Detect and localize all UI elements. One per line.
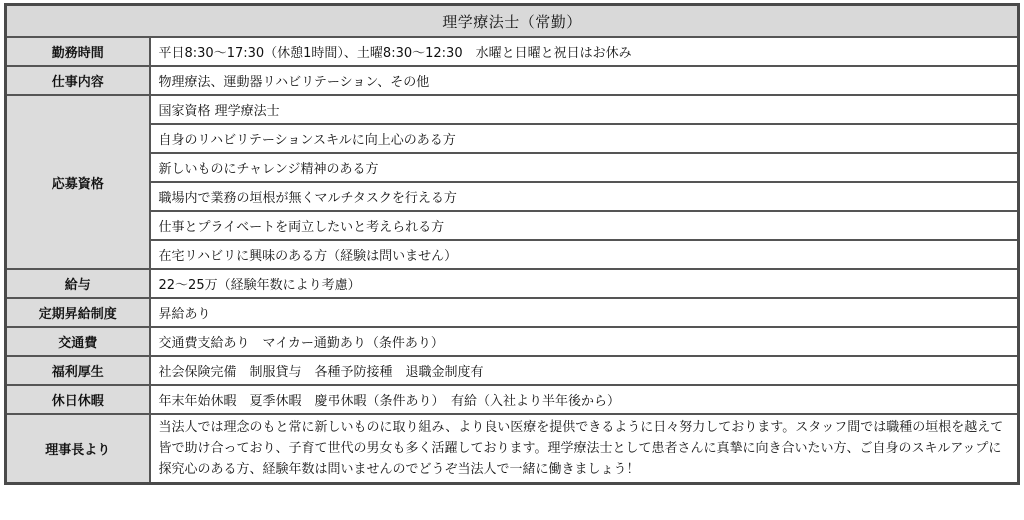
label-duties: 仕事内容 xyxy=(6,66,150,95)
table-row-salary xyxy=(6,269,1019,298)
label-qualifications: 応募資格 xyxy=(6,95,150,269)
qualification-item: 国家資格 理学療法士 xyxy=(150,95,1019,124)
label-hours: 勤務時間 xyxy=(6,37,150,66)
value-duties: 物理療法、運動器リハビリテーション、その他 xyxy=(150,66,1019,95)
label-director: 理事長より xyxy=(6,414,150,484)
table-row-holidays xyxy=(6,385,1019,414)
qualification-item: 新しいものにチャレンジ精神のある方 xyxy=(150,153,1019,182)
table-row-duties xyxy=(6,66,1019,95)
label-holidays: 休日休暇 xyxy=(6,385,150,414)
qualification-item: 在宅リハビリに興味のある方（経験は問いません） xyxy=(150,240,1019,269)
value-salary: 22〜25万（経験年数により考慮） xyxy=(150,269,1019,298)
table-row-qualification xyxy=(6,211,1019,240)
table-row-hours xyxy=(6,37,1019,66)
qualification-item: 自身のリハビリテーションスキルに向上心のある方 xyxy=(150,124,1019,153)
table-row-qualification xyxy=(6,95,1019,124)
job-details-table xyxy=(4,3,1020,485)
value-holidays: 年末年始休暇 夏季休暇 慶弔休暇（条件あり） 有給（入社より半年後から） xyxy=(150,385,1019,414)
table-row-raise xyxy=(6,298,1019,327)
label-benefits: 福利厚生 xyxy=(6,356,150,385)
label-salary: 給与 xyxy=(6,269,150,298)
value-transport: 交通費支給あり マイカー通勤あり（条件あり） xyxy=(150,327,1019,356)
table-row-transport xyxy=(6,327,1019,356)
table-row-qualification xyxy=(6,240,1019,269)
value-raise: 昇給あり xyxy=(150,298,1019,327)
table-row-qualification xyxy=(6,124,1019,153)
qualification-item: 職場内で業務の垣根が無くマルチタスクを行える方 xyxy=(150,182,1019,211)
table-row-qualification xyxy=(6,182,1019,211)
label-transport: 交通費 xyxy=(6,327,150,356)
value-director-message: 当法人では理念のもと常に新しいものに取り組み、より良い医療を提供できるように日々努力しております。スタッフ間では職種の垣根を越えて皆で助け合っており、子育て世代の男女も多く活躍しております。理学療法士として患者さんに真摯に向き合いたい方、ご自身のスキルアップに探究心のある方、経験年数は問いませんのでどうぞ当法人で一緒に働きましょう！ xyxy=(150,414,1019,484)
title-row xyxy=(6,5,1019,38)
qualification-item: 仕事とプライベートを両立したいと考えられる方 xyxy=(150,211,1019,240)
table-row-qualification xyxy=(6,153,1019,182)
value-benefits: 社会保険完備 制服貸与 各種予防接種 退職金制度有 xyxy=(150,356,1019,385)
table-row-benefits xyxy=(6,356,1019,385)
table-title: 理学療法士（常勤） xyxy=(6,5,1019,38)
table-row-director xyxy=(6,414,1019,484)
value-hours: 平日8:30〜17:30（休憩1時間）、土曜8:30〜12:30 水曜と日曜と祝日はお休み xyxy=(150,37,1019,66)
label-raise: 定期昇給制度 xyxy=(6,298,150,327)
